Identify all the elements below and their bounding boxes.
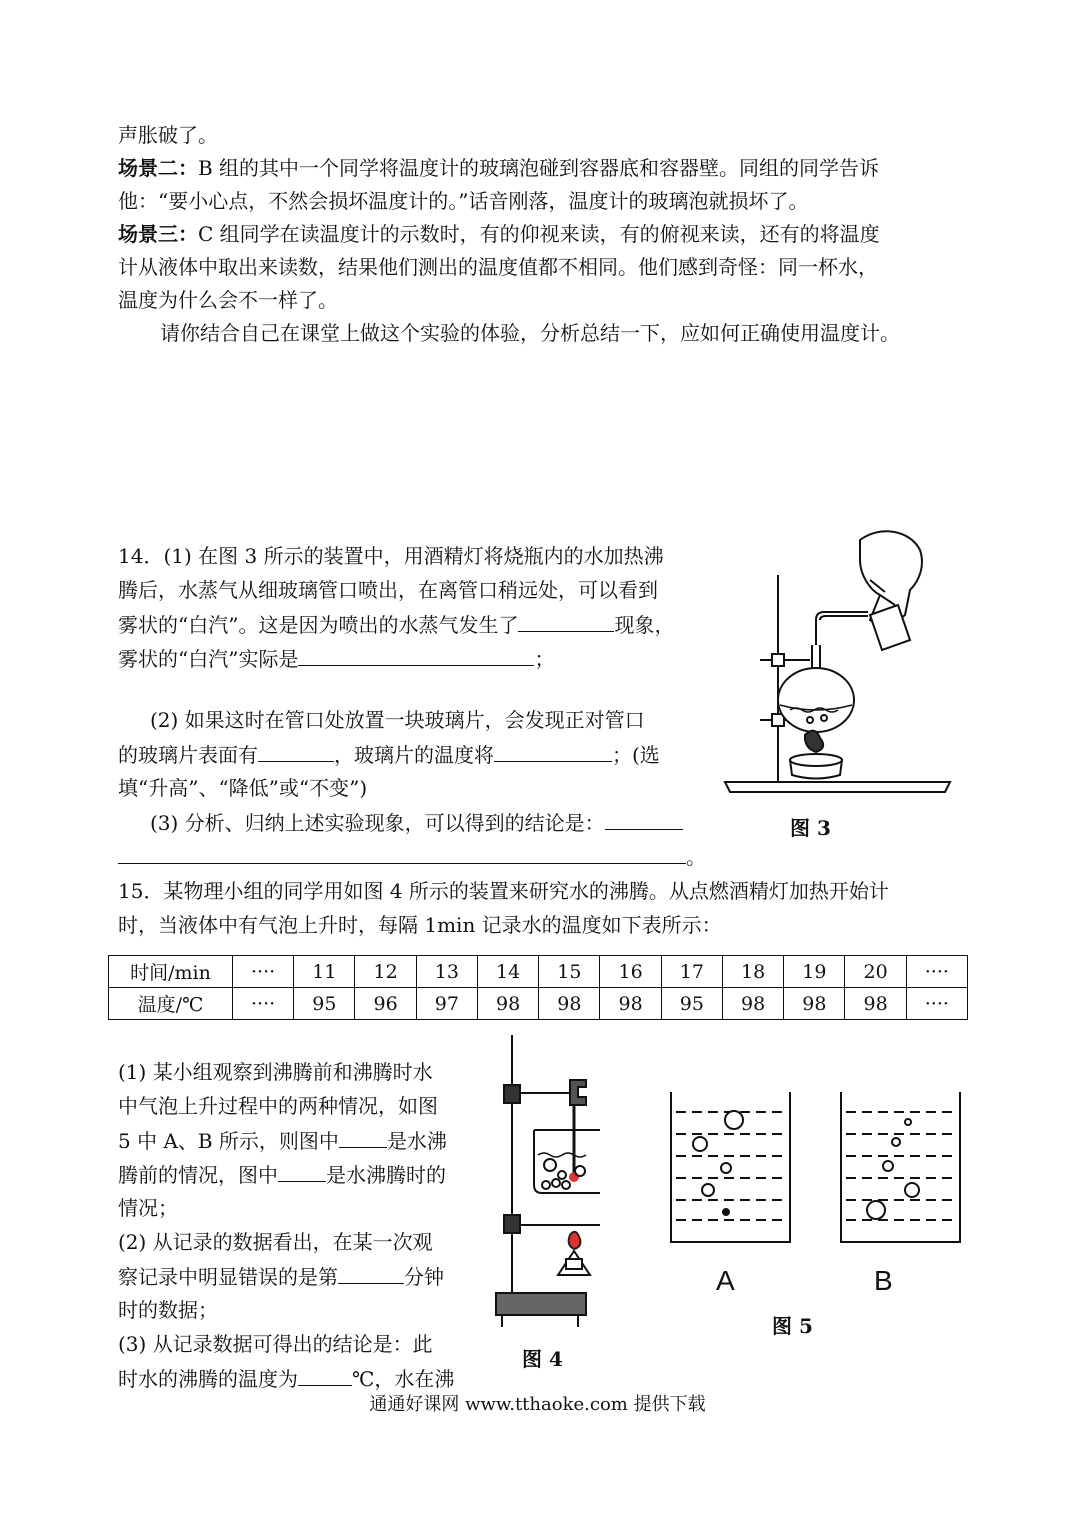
table-cell: 98: [722, 988, 783, 1020]
q15-line: 腾前的情况，图中 是水沸腾时的: [118, 1159, 446, 1190]
table-row-time: [109, 956, 968, 988]
q14-line: 腾后，水蒸气从细玻璃管口喷出，在离管口稍远处，可以看到: [118, 578, 658, 602]
table-cell: 19: [784, 956, 845, 988]
figure-5-beaker-b: [838, 1092, 963, 1247]
figure-5-label-b: B: [874, 1265, 893, 1296]
q14-line: 14．(1) 在图 3 所示的装置中，用酒精灯将烧瓶内的水加热沸: [118, 544, 664, 568]
answer-blank[interactable]: [258, 739, 334, 762]
text-line: 温度为什么会不一样了。: [118, 288, 338, 312]
table-cell: 14: [477, 956, 538, 988]
table-cell: 13: [416, 956, 477, 988]
table-cell: ····: [233, 988, 294, 1020]
table-cell: 98: [784, 988, 845, 1020]
answer-blank[interactable]: [298, 643, 534, 666]
table-cell: 98: [539, 988, 600, 1020]
table-cell: ····: [906, 956, 967, 988]
scene-three-text: C 组同学在读温度计的示数时，有的仰视来读，有的俯视来读，还有的将温度: [198, 222, 880, 246]
answer-blank[interactable]: [339, 1125, 387, 1148]
q14-line: 。: [118, 841, 706, 872]
figure-4-apparatus: [490, 1035, 600, 1340]
figure-3-apparatus: [720, 520, 960, 805]
answer-blank[interactable]: [298, 1363, 352, 1386]
answer-blank[interactable]: [494, 739, 612, 762]
q14-line: 雾状的“白汽”实际是 ；: [118, 643, 554, 674]
scene-two-label: 场景二：: [118, 156, 198, 180]
scene-three: [118, 219, 880, 249]
q14-line: 的玻璃片表面有 ，玻璃片的温度将 ；(选: [118, 739, 660, 770]
table-cell: 97: [416, 988, 477, 1020]
q15-line: (2) 从记录的数据看出，在某一次观: [118, 1230, 433, 1254]
figure-4-caption: 图 4: [522, 1347, 563, 1371]
temperature-table: [108, 955, 968, 1020]
q15-line: 情况；: [118, 1196, 178, 1220]
q14-line: 雾状的“白汽”。这是因为喷出的水蒸气发生了 现象，: [118, 609, 674, 640]
table-row-temp: [109, 988, 968, 1020]
figure-3-caption: 图 3: [790, 816, 831, 840]
answer-blank[interactable]: [118, 841, 686, 864]
table-header: 温度/℃: [109, 988, 233, 1020]
table-cell: 11: [294, 956, 355, 988]
q14-line: (2) 如果这时在管口处放置一块玻璃片，会发现正对管口: [150, 708, 645, 732]
q15-line: 中气泡上升过程中的两种情况，如图: [118, 1094, 438, 1118]
table-cell: ····: [233, 956, 294, 988]
scene-two: [118, 153, 879, 183]
table-cell: 95: [294, 988, 355, 1020]
q14-line: 填“升高”、“降低”或“不变”): [118, 776, 368, 800]
q15-line: 5 中 A、B 所示，则图中 是水沸: [118, 1125, 447, 1156]
table-cell: 16: [600, 956, 661, 988]
table-header: 时间/min: [109, 956, 233, 988]
q15-line: 时，当液体中有气泡上升时，每隔 1min 记录水的温度如下表所示：: [118, 913, 722, 937]
table-cell: ····: [906, 988, 967, 1020]
q15-line: 时的数据；: [118, 1298, 218, 1322]
table-cell: 98: [845, 988, 906, 1020]
text-line: 他：“要小心点，不然会损坏温度计的。”话音刚落，温度计的玻璃泡就损坏了。: [118, 189, 809, 213]
table-cell: 18: [722, 956, 783, 988]
text-line: 声胀破了。: [118, 123, 218, 147]
table-cell: 95: [661, 988, 722, 1020]
table-cell: 98: [600, 988, 661, 1020]
answer-blank[interactable]: [605, 807, 683, 830]
table-cell: 96: [355, 988, 416, 1020]
scene-three-label: 场景三：: [118, 222, 198, 246]
table-cell: 98: [477, 988, 538, 1020]
figure-5-caption: 图 5: [772, 1314, 813, 1338]
figure-5-label-a: A: [716, 1265, 735, 1296]
footer-text: 通通好课网 www.tthaoke.com 提供下载: [369, 1394, 706, 1415]
q15-line: 察记录中明显错误的是第 分钟: [118, 1261, 444, 1292]
text-line: 计从液体中取出来读数，结果他们测出的温度值都不相同。他们感到奇怪：同一杯水，: [118, 255, 878, 279]
q15-line: (3) 从记录数据可得出的结论是：此: [118, 1332, 433, 1356]
q15-line: 15．某物理小组的同学用如图 4 所示的装置来研究水的沸腾。从点燃酒精灯加热开始计: [118, 879, 889, 903]
table-cell: 15: [539, 956, 600, 988]
table-cell: 20: [845, 956, 906, 988]
table-cell: 12: [355, 956, 416, 988]
answer-blank[interactable]: [278, 1159, 326, 1182]
answer-blank[interactable]: [518, 609, 614, 632]
q15-line: 时水的沸腾的温度为 ℃，水在沸: [118, 1363, 454, 1394]
q15-line: (1) 某小组观察到沸腾前和沸腾时水: [118, 1060, 433, 1084]
q14-line: (3) 分析、归纳上述实验现象，可以得到的结论是：: [150, 807, 683, 838]
scene-two-text: B 组的其中一个同学将温度计的玻璃泡碰到容器底和容器壁。同组的同学告诉: [198, 156, 880, 180]
figure-5-beaker-a: [668, 1092, 793, 1247]
table-cell: 17: [661, 956, 722, 988]
answer-blank[interactable]: [338, 1261, 404, 1284]
prompt-line: 请你结合自己在课堂上做这个实验的体验，分析总结一下，应如何正确使用温度计。: [160, 321, 900, 345]
